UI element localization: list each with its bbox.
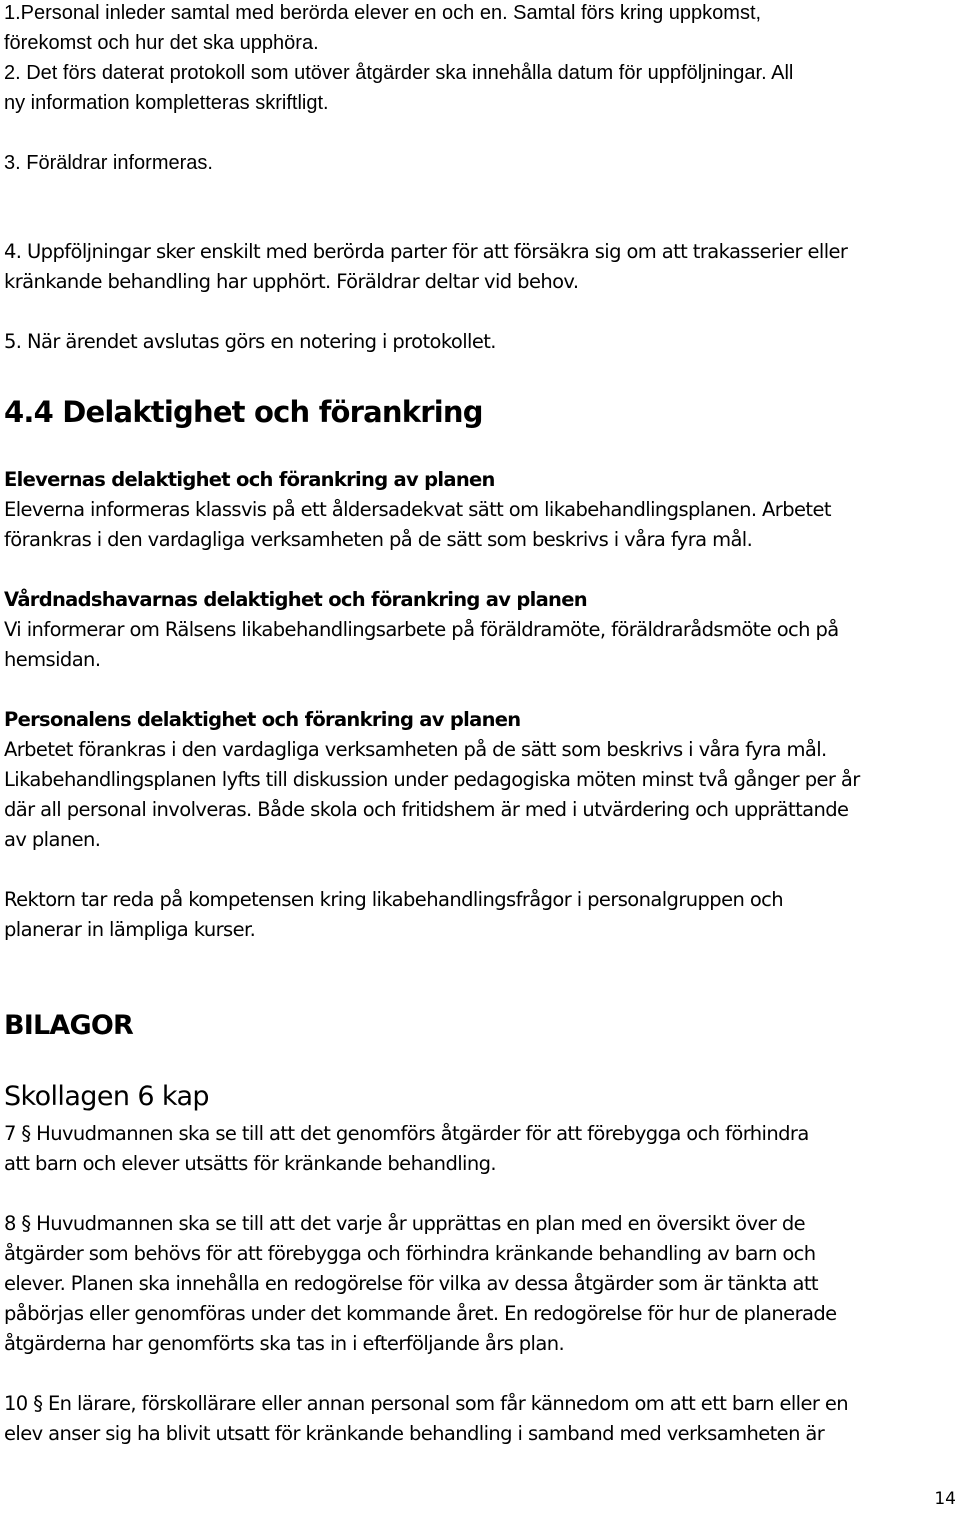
principal-text-line-1: Rektorn tar reda på kompetensen kring likabehandlingsfrågor i personalgruppen och bbox=[4, 888, 784, 911]
paragraph-8-line-3: elever. Planen ska innehålla en redogörelse för vilka av dessa åtgärder som är tänkta att bbox=[4, 1272, 818, 1295]
staff-text-line-3: där all personal involveras. Både skola och fritidshem är med i utvärdering och upprättande bbox=[4, 798, 849, 821]
paragraph-7-line-2: att barn och elever utsätts för kränkande behandling. bbox=[4, 1152, 496, 1175]
list-item-1-line-2: förekomst och hur det ska upphöra. bbox=[4, 32, 319, 54]
staff-heading: Personalens delaktighet och förankring av planen bbox=[4, 708, 521, 731]
list-item-4-line-1: 4. Uppföljningar sker enskilt med berörda parter för att försäkra sig om att trakasserier eller bbox=[4, 240, 848, 263]
list-item-2-line-1: 2. Det förs daterat protokoll som utöver åtgärder ska innehålla datum för uppföljningar. All bbox=[4, 62, 794, 84]
paragraph-8-line-1: 8 § Huvudmannen ska se till att det varje år upprättas en plan med en översikt över de bbox=[4, 1212, 806, 1235]
appendix-heading: BILAGOR bbox=[4, 1010, 134, 1041]
list-item-2-line-2: ny information kompletteras skriftligt. bbox=[4, 92, 329, 114]
list-item-4-line-2: kränkande behandling har upphört. Föräldrar deltar vid behov. bbox=[4, 270, 579, 293]
guardians-text-line-2: hemsidan. bbox=[4, 648, 101, 671]
page-number: 14 bbox=[934, 1489, 956, 1509]
students-heading: Elevernas delaktighet och förankring av planen bbox=[4, 468, 495, 491]
list-item-5: 5. När ärendet avslutas görs en notering i protokollet. bbox=[4, 330, 496, 353]
staff-text-line-4: av planen. bbox=[4, 828, 101, 851]
staff-text-line-1: Arbetet förankras i den vardagliga verksamheten på de sätt som beskrivs i våra fyra mål. bbox=[4, 738, 827, 761]
paragraph-10-line-1: 10 § En lärare, förskollärare eller annan personal som får kännedom om att ett barn eller en bbox=[4, 1392, 849, 1415]
guardians-text-line-1: Vi informerar om Rälsens likabehandlingsarbete på föräldramöte, föräldrarådsmöte och på bbox=[4, 618, 839, 641]
students-text-line-2: förankras i den vardagliga verksamheten på de sätt som beskrivs i våra fyra mål. bbox=[4, 528, 753, 551]
paragraph-8-line-2: åtgärder som behövs för att förebygga och förhindra kränkande behandling av barn och bbox=[4, 1242, 816, 1265]
students-text-line-1: Eleverna informeras klassvis på ett åldersadekvat sätt om likabehandlingsplanen. Arbetet bbox=[4, 498, 831, 521]
list-item-1-line-1: 1.Personal inleder samtal med berörda elever en och en. Samtal förs kring uppkomst, bbox=[4, 2, 762, 24]
staff-text-line-2: Likabehandlingsplanen lyfts till diskussion under pedagogiska möten minst två gånger per år bbox=[4, 768, 860, 791]
guardians-heading: Vårdnadshavarnas delaktighet och förankring av planen bbox=[4, 588, 587, 611]
paragraph-7-line-1: 7 § Huvudmannen ska se till att det genomförs åtgärder för att förebygga och förhindra bbox=[4, 1122, 809, 1145]
list-item-3: 3. Föräldrar informeras. bbox=[4, 152, 213, 174]
section-heading: 4.4 Delaktighet och förankring bbox=[4, 395, 483, 429]
principal-text-line-2: planerar in lämpliga kurser. bbox=[4, 918, 256, 941]
paragraph-8-line-4: påbörjas eller genomföras under det kommande året. En redogörelse för hur de planerade bbox=[4, 1302, 837, 1325]
paragraph-8-line-5: åtgärderna har genomförts ska tas in i efterföljande års plan. bbox=[4, 1332, 565, 1355]
school-law-heading: Skollagen 6 kap bbox=[4, 1081, 209, 1112]
paragraph-10-line-2: elev anser sig ha blivit utsatt för kränkande behandling i samband med verksamheten är bbox=[4, 1422, 825, 1445]
